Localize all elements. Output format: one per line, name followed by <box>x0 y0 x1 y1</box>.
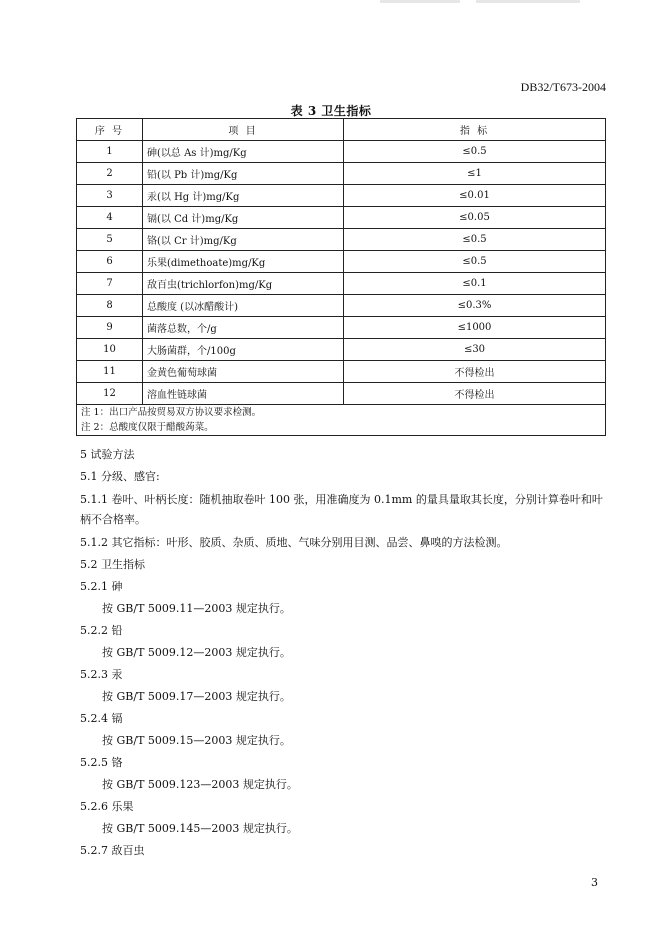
row-number: 1 <box>77 141 143 163</box>
row-value: ≤0.3% <box>344 295 606 317</box>
row-item: 铬(以 Cr 计)mg/Kg <box>143 229 344 251</box>
section-heading: 5.2.4 镉 <box>80 712 123 725</box>
row-value: ≤0.5 <box>344 229 606 251</box>
table-row <box>77 229 606 251</box>
paragraph: 按 GB/T 5009.123—2003 规定执行。 <box>102 778 298 791</box>
row-value: ≤1 <box>344 163 606 185</box>
row-number: 7 <box>77 273 143 295</box>
row-value: ≤0.5 <box>344 251 606 273</box>
document-body <box>80 444 610 862</box>
section-heading: 5.2.1 砷 <box>80 580 123 593</box>
table-body <box>77 141 606 405</box>
row-number: 12 <box>77 383 143 405</box>
row-number: 4 <box>77 207 143 229</box>
row-item: 砷(以总 As 计)mg/Kg <box>143 141 344 163</box>
row-value: ≤0.5 <box>344 141 606 163</box>
table-row <box>77 141 606 163</box>
hygiene-index-table <box>76 118 606 436</box>
table-notes-row <box>77 405 606 436</box>
header-value: 指 标 <box>344 119 606 141</box>
table-row <box>77 383 606 405</box>
row-item: 敌百虫(trichlorfon)mg/Kg <box>143 273 344 295</box>
table-note: 注 2：总酸度仅限于醋酸蒟菜。 <box>81 422 214 433</box>
row-item: 金黄色葡萄球菌 <box>143 361 344 383</box>
table-row <box>77 185 606 207</box>
table-row <box>77 339 606 361</box>
table-row <box>77 207 606 229</box>
section-heading: 5.2.3 汞 <box>80 668 123 681</box>
section-heading: 5.2.6 乐果 <box>80 800 134 813</box>
row-item: 菌落总数，个/g <box>143 317 344 339</box>
row-item: 总酸度 (以冰醋酸计) <box>143 295 344 317</box>
row-value: ≤0.05 <box>344 207 606 229</box>
row-value: ≤0.1 <box>344 273 606 295</box>
section-heading: 5 试验方法 <box>80 448 135 461</box>
top-scan-line <box>380 0 580 3</box>
row-value: 不得检出 <box>344 361 606 383</box>
paragraph: 5.1.2 其它指标：叶形、胶质、杂质、质地、气味分别用目测、品尝、鼻嗅的方法检测。 <box>80 536 508 549</box>
paragraph: 按 GB/T 5009.12—2003 规定执行。 <box>102 646 291 659</box>
row-number: 9 <box>77 317 143 339</box>
table-row <box>77 295 606 317</box>
table-notes <box>77 405 606 436</box>
row-item: 溶血性链球菌 <box>143 383 344 405</box>
section-heading: 5.2.7 敌百虫 <box>80 844 145 857</box>
row-value: ≤0.01 <box>344 185 606 207</box>
row-number: 10 <box>77 339 143 361</box>
table-row <box>77 361 606 383</box>
table-note: 注 1：出口产品按贸易双方协议要求检测。 <box>81 407 262 418</box>
table-row <box>77 163 606 185</box>
paragraph: 按 GB/T 5009.11—2003 规定执行。 <box>102 602 291 615</box>
page-number: 3 <box>591 876 598 889</box>
row-value: ≤1000 <box>344 317 606 339</box>
header-item: 项 目 <box>143 119 344 141</box>
table-header-row <box>77 119 606 141</box>
section-heading: 5.2 卫生指标 <box>80 558 145 571</box>
row-number: 3 <box>77 185 143 207</box>
row-item: 铅(以 Pb 计)mg/Kg <box>143 163 344 185</box>
row-item: 乐果(dimethoate)mg/Kg <box>143 251 344 273</box>
row-number: 2 <box>77 163 143 185</box>
table-title: 表 3 卫生指标 <box>290 104 372 118</box>
row-number: 6 <box>77 251 143 273</box>
row-item: 镉(以 Cd 计)mg/Kg <box>143 207 344 229</box>
row-item: 大肠菌群，个/100g <box>143 339 344 361</box>
paragraph: 按 GB/T 5009.17—2003 规定执行。 <box>102 690 291 703</box>
section-heading: 5.2.2 铅 <box>80 624 123 637</box>
paragraph: 按 GB/T 5009.145—2003 规定执行。 <box>102 822 298 835</box>
section-heading: 5.2.5 铬 <box>80 756 123 769</box>
document-code: DB32/T673-2004 <box>520 80 606 94</box>
row-number: 8 <box>77 295 143 317</box>
table-row <box>77 273 606 295</box>
section-heading: 5.1 分级、感官: <box>80 470 160 483</box>
row-number: 5 <box>77 229 143 251</box>
row-item: 汞(以 Hg 计)mg/Kg <box>143 185 344 207</box>
row-number: 11 <box>77 361 143 383</box>
paragraph: 按 GB/T 5009.15—2003 规定执行。 <box>102 734 291 747</box>
table-row <box>77 251 606 273</box>
paragraph: 5.1.1 卷叶、叶柄长度：随机抽取卷叶 100 张，用准确度为 0.1mm 的量具量取其长度，分别计算卷叶和叶柄不合格率。 <box>80 493 603 526</box>
table-row <box>77 317 606 339</box>
row-value: ≤30 <box>344 339 606 361</box>
row-value: 不得检出 <box>344 383 606 405</box>
header-no: 序 号 <box>77 119 143 141</box>
